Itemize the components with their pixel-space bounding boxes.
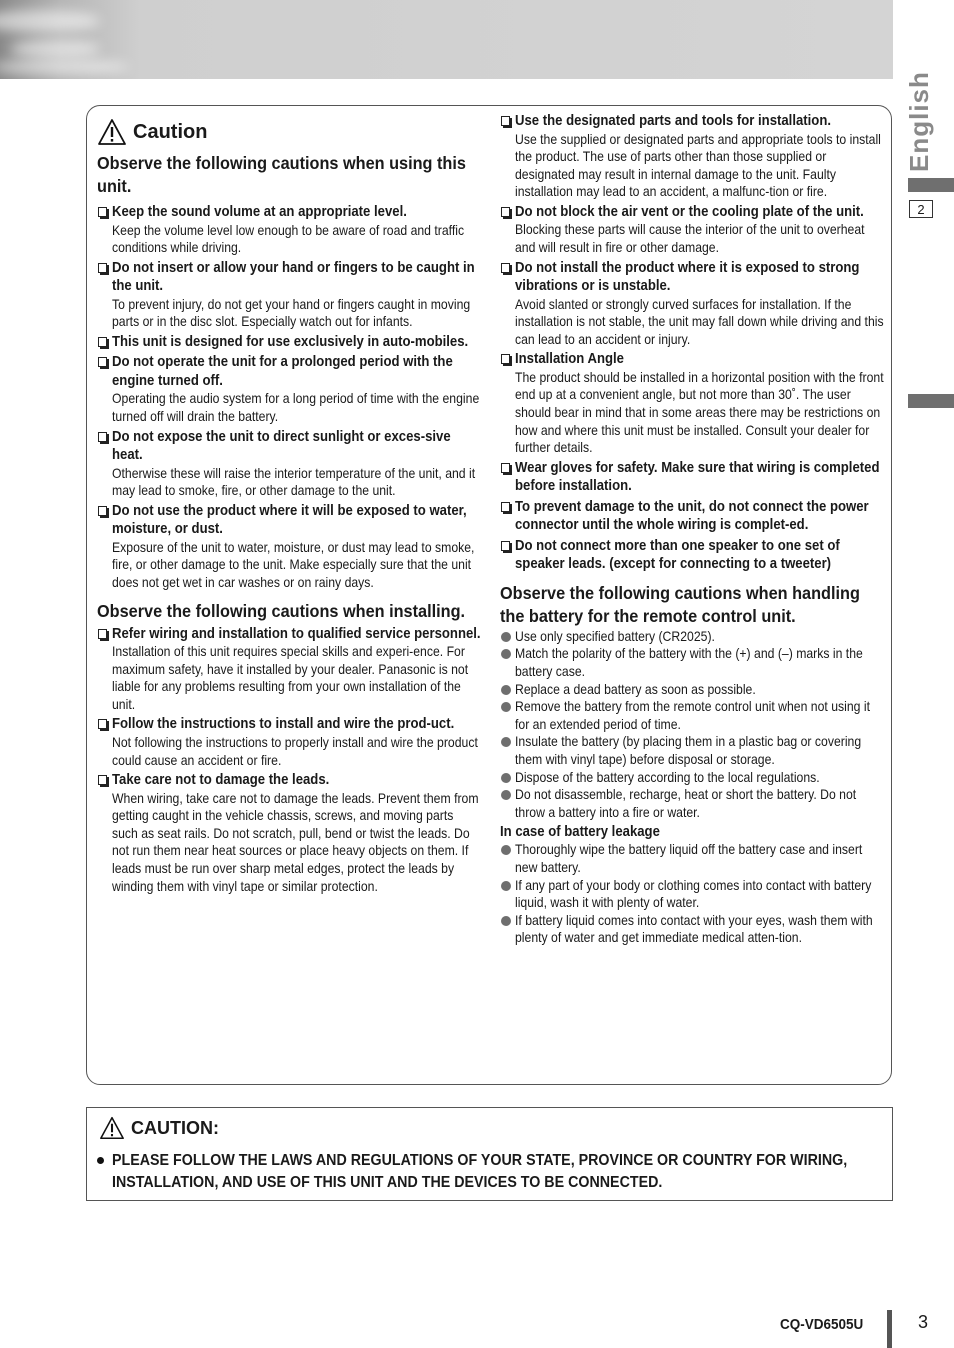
caution-item [97, 333, 481, 352]
caution-item-title: Do not expose the unit to direct sunlight or exces-sive heat. [112, 428, 451, 464]
legal-caution-text [96, 1150, 897, 1194]
language-label: English [904, 71, 934, 172]
bullet-dot [501, 845, 511, 855]
caution-item [97, 428, 481, 500]
right-content-list [500, 112, 886, 947]
bullet-item [500, 769, 886, 787]
caution-item-text: Operating the audio system for a long period of time with the engine turned off will drain the battery. [112, 391, 480, 424]
bullet-item [500, 733, 886, 768]
bullet-text: Dispose of the battery according to the local regulations. [515, 769, 820, 785]
caution-item [97, 259, 481, 331]
caution-item-text: Avoid slanted or strongly curved surfaces for installation. If the installation is not stable, the unit may fall down while driving and this can lead to an accident or injury. [515, 296, 884, 347]
caution-item-title: To prevent damage to the unit, do not connect the power connector until the whole wiring is complet-ed. [515, 498, 869, 534]
caution-item-title: Refer wiring and installation to qualified service personnel. [112, 625, 481, 642]
legal-caution-body: PLEASE FOLLOW THE LAWS AND REGULATIONS OF YOUR STATE, PROVINCE OR COUNTRY FOR WIRING, INSTALLATION, AND USE OF THIS UNIT AND THE DEVICES TO BE CONNECTED. [112, 1152, 848, 1191]
caution-item-title: Do not block the air vent or the cooling plate of the unit. [515, 203, 864, 220]
bullet-dot [501, 737, 511, 747]
bullet-dot [501, 790, 511, 800]
caution-item-title: Do not operate the unit for a prolonged period with the engine turned off. [112, 354, 453, 389]
bullet-dot [501, 649, 511, 659]
caution-right-column [500, 106, 886, 947]
caution-item [500, 537, 886, 574]
bullet-dot [501, 685, 511, 695]
caution-item-title: This unit is designed for use exclusively in auto-mobiles. [112, 333, 469, 350]
caution-item-title: Do not use the product where it will be exposed to water, moisture, or dust. [112, 502, 467, 538]
bullet-dot [501, 632, 511, 642]
caution-item-text: Keep the volume level low enough to be aware of road and traffic conditions while driving. [112, 222, 465, 256]
caution-title [97, 118, 481, 146]
section-number-box: 2 [909, 200, 933, 218]
caution-item [97, 625, 481, 714]
caution-item-title: Installation Angle [515, 351, 624, 368]
bullet-item [500, 912, 886, 947]
section-heading: Observe the following cautions when handling the battery for the remote control unit. [500, 582, 860, 626]
caution-item-title: Keep the sound volume at an appropriate level. [112, 204, 407, 220]
bullet-item [500, 681, 886, 699]
caution-item [97, 715, 481, 769]
legal-caution-box [86, 1107, 893, 1201]
bullet-text: Match the polarity of the battery with the (+) and (–) marks in the battery case. [515, 646, 863, 679]
checkbox-bullet-icon [501, 354, 510, 364]
checkbox-bullet-icon [501, 263, 510, 273]
checkbox-bullet-icon [501, 541, 510, 551]
bullet-item [500, 628, 886, 646]
checkbox-bullet-icon [98, 775, 107, 785]
caution-item-text: The product should be installed in a horizontal position with the front end up at a convenient angle, but not more than 30˚. The user should bear in mind that in some areas there may be restrictions on how and where this unit must be installed. Consult your dealer for further details. [515, 369, 884, 456]
language-tab-bar [908, 178, 954, 192]
caution-item [97, 502, 481, 592]
bullet-text: Thoroughly wipe the battery liquid off the battery case and insert new battery. [515, 842, 863, 875]
caution-item-title: Do not insert or allow your hand or fingers to be caught in the unit. [112, 259, 475, 295]
bullet-item [500, 841, 886, 876]
checkbox-bullet-icon [98, 629, 107, 639]
checkbox-bullet-icon [98, 337, 107, 347]
bullet-text: If any part of your body or clothing comes into contact with battery liquid, wash it with plenty of water. [515, 877, 872, 911]
bullet-item [500, 786, 886, 821]
caution-item [500, 350, 886, 456]
caution-left-column [97, 106, 481, 895]
caution-item-title: Follow the instructions to install and wire the prod-uct. [112, 716, 455, 733]
checkbox-bullet-icon [98, 719, 107, 729]
bullet-text: Remove the battery from the remote control unit when not using it for an extended period of time. [515, 699, 870, 732]
section-heading: Observe the following cautions when installing. [97, 600, 466, 621]
caution-item-title: Take care not to damage the leads. [112, 772, 330, 789]
checkbox-bullet-icon [501, 463, 510, 473]
bullet-item [500, 877, 886, 912]
warning-triangle-icon [99, 1116, 125, 1140]
caution-item-title: Do not install the product where it is exposed to strong vibrations or is unstable. [515, 259, 860, 295]
page-number: 3 [918, 1312, 929, 1332]
bullet-item [500, 645, 886, 680]
checkbox-bullet-icon [98, 506, 107, 516]
caution-item [500, 259, 886, 349]
caution-item-text: Blocking these parts will cause the interior of the unit to overheat and will result in fire or other damage. [515, 222, 865, 255]
checkbox-bullet-icon [501, 502, 510, 512]
bullet-dot [501, 773, 511, 783]
section-tab-marker [908, 394, 954, 408]
caution-item [500, 112, 886, 201]
bullet-text: Do not disassemble, recharge, heat or short the battery. Do not throw a battery into a fire or water. [515, 787, 857, 820]
subheading: In case of battery leakage [500, 824, 660, 841]
caution-item [97, 771, 481, 895]
caution-item [500, 459, 886, 496]
bullet-text: Replace a dead battery as soon as possible. [515, 681, 756, 697]
caution-item-text: Use the supplied or designated parts and appropriate tools to install the product. The use of parts other than those supplied or designated may result in internal damage to the unit. Faulty installation may lead to an accident, a malfunc-tion or fire. [515, 131, 881, 200]
caution-item-text: Exposure of the unit to water, moisture, or dust may lead to smoke, fire, or other damage to the unit. Make especially sure that the unit does not get wet in car washes or on rainy days. [112, 539, 475, 590]
caution-item-title: Use the designated parts and tools for installation. [515, 113, 832, 129]
caution-item-title: Do not connect more than one speaker to one set of speaker leads. (except for connecting to a tweeter) [515, 537, 840, 573]
bullet-text: Use only specified battery (CR2025). [515, 628, 715, 644]
caution-item-text: Otherwise these will raise the interior temperature of the unit, and it may lead to smoke, fire, or other damage to the unit. [112, 465, 476, 499]
footer-divider [887, 1310, 892, 1348]
caution-item-title: Wear gloves for safety. Make sure that wiring is completed before installation. [515, 459, 880, 495]
left-content-list [97, 152, 481, 895]
bullet-dot [501, 702, 511, 712]
caution-item-text: To prevent injury, do not get your hand or fingers caught in moving parts or in the disc slot. Especially watch out for infants. [112, 296, 471, 330]
caution-item [97, 353, 481, 425]
bullet-text: Insulate the battery (by placing them in a plastic bag or covering them with vinyl tape) before disposal or storage. [515, 734, 862, 767]
checkbox-bullet-icon [501, 207, 510, 217]
checkbox-bullet-icon [98, 432, 107, 442]
checkbox-bullet-icon [98, 357, 107, 367]
caution-item [500, 203, 886, 257]
checkbox-bullet-icon [501, 116, 510, 126]
caution-item-text: Installation of this unit requires special skills and experi-ence. For maximum safety, have it installed by your dealer. Panasonic is not liable for any problems resulting from your own installation of the unit. [112, 644, 469, 712]
checkbox-bullet-icon [98, 263, 107, 273]
header-banner-image [0, 0, 893, 79]
checkbox-bullet-icon [98, 207, 107, 217]
caution-item [97, 203, 481, 257]
caution-item-text: When wiring, take care not to damage the leads. Prevent them from getting caught in the vehicle chassis, screws, and moving parts such as seat rails. Do not scratch, pull, bend or twist the leads. Do not run them near heat sources or place heavy objects on them. If leads must be run over sharp metal edges, protect the leads by winding them with vinyl tape or similar protection. [112, 790, 479, 894]
bullet-dot [501, 916, 511, 926]
bullet-text: If battery liquid comes into contact with your eyes, wash them with plenty of water and get immediate medical atten-tion. [515, 912, 873, 946]
caution-item [500, 498, 886, 535]
warning-triangle-icon [97, 118, 127, 146]
legal-caution-title-text: CAUTION: [131, 1117, 219, 1138]
model-number: CQ-VD6505U [780, 1316, 864, 1333]
bullet-dot [97, 1157, 104, 1164]
caution-panel [86, 105, 892, 1085]
caution-item-text: Not following the instructions to properly install and wire the product could cause an accident or fire. [112, 734, 478, 768]
bullet-dot [501, 881, 511, 891]
bullet-item [500, 698, 886, 733]
legal-caution-title [99, 1116, 219, 1140]
caution-title-text: Caution [133, 120, 208, 143]
section-heading: Observe the following cautions when using this unit. [97, 153, 466, 196]
